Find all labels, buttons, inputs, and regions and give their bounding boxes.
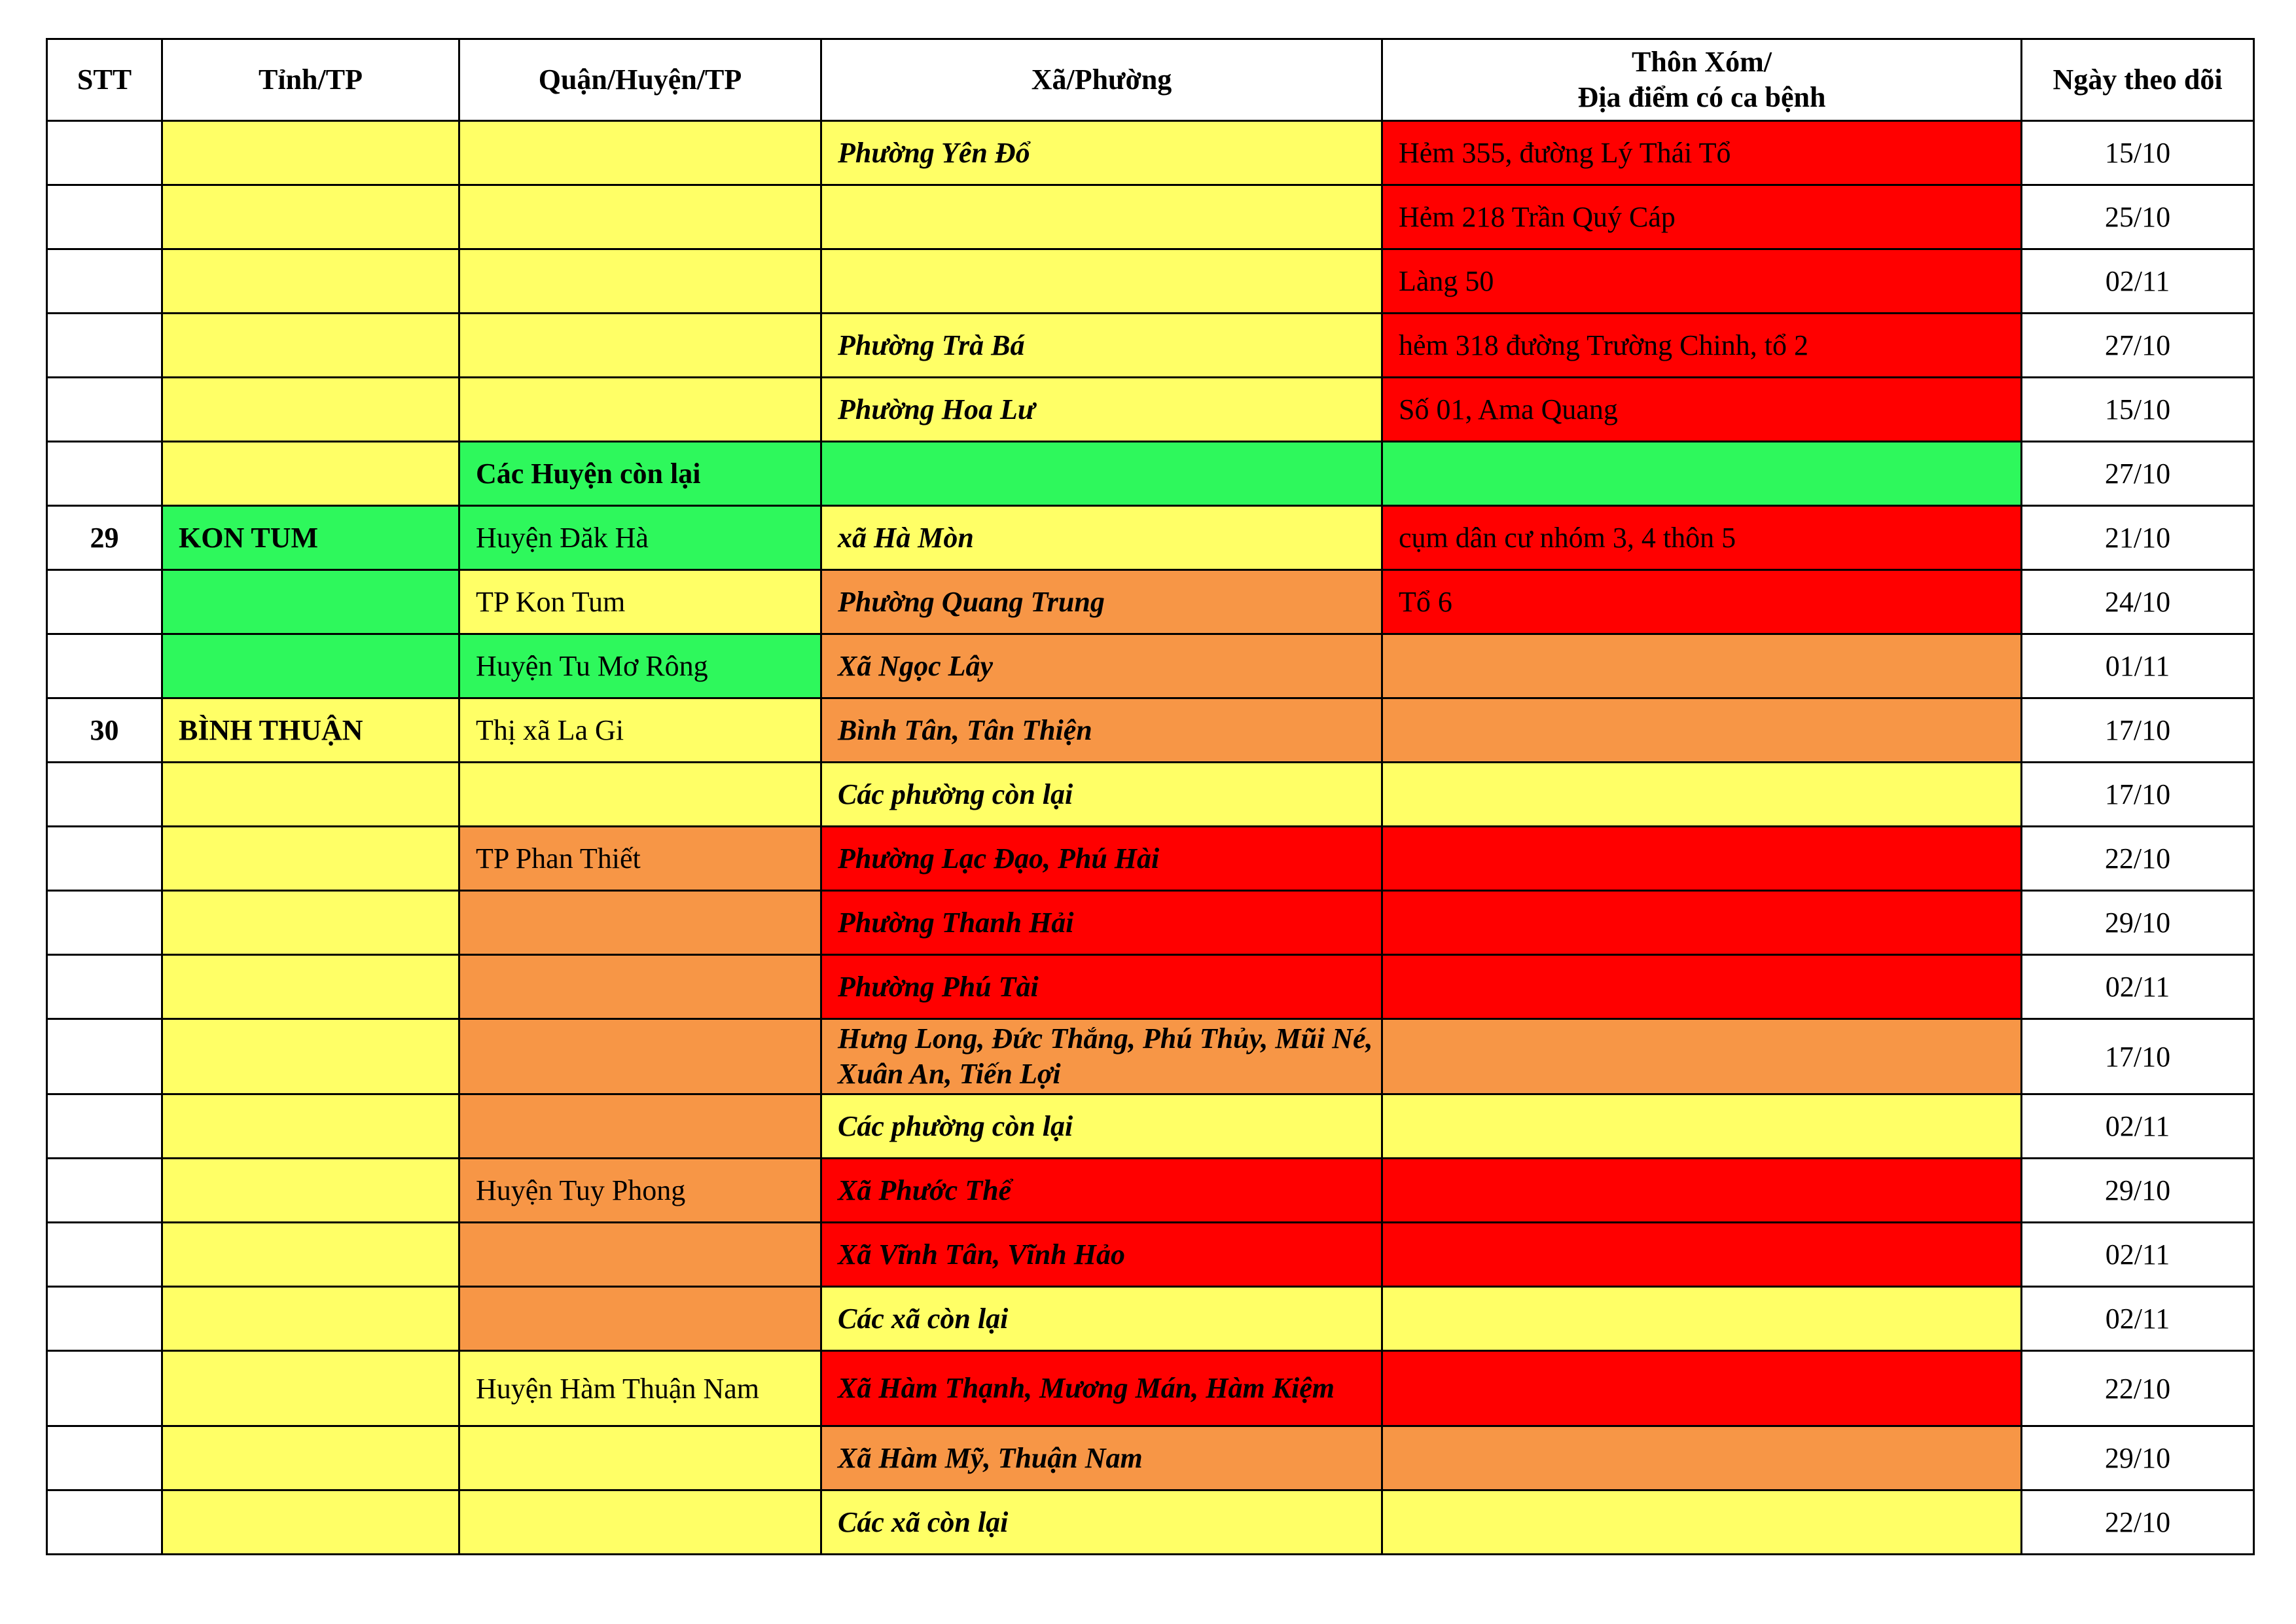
- district-cell: [459, 1287, 821, 1351]
- hamlet-cell: hẻm 318 đường Trường Chinh, tổ 2: [1382, 314, 2022, 378]
- province-cell: [162, 763, 459, 827]
- province-cell: [162, 1019, 459, 1094]
- date-cell: 25/10: [2022, 185, 2254, 249]
- stt-cell: [47, 634, 162, 698]
- date-cell: 02/11: [2022, 249, 2254, 314]
- province-cell: [162, 634, 459, 698]
- date-cell: 02/11: [2022, 1223, 2254, 1287]
- ward-cell: Phường Phú Tài: [821, 955, 1382, 1019]
- hamlet-cell: [1382, 1223, 2022, 1287]
- province-cell: [162, 955, 459, 1019]
- ward-cell: Xã Hàm Thạnh, Mương Mán, Hàm Kiệm: [821, 1351, 1382, 1426]
- province-cell: [162, 378, 459, 442]
- ward-cell: [821, 185, 1382, 249]
- table-row: [47, 506, 2254, 570]
- ward-cell: [821, 249, 1382, 314]
- stt-cell: [47, 570, 162, 634]
- district-cell: [459, 185, 821, 249]
- hamlet-cell: [1382, 1094, 2022, 1159]
- date-cell: 01/11: [2022, 634, 2254, 698]
- date-cell: 29/10: [2022, 1159, 2254, 1223]
- header-ward: Xã/Phường: [821, 39, 1382, 121]
- document-page: [46, 38, 2253, 1555]
- province-cell: [162, 121, 459, 185]
- hamlet-cell: [1382, 1287, 2022, 1351]
- table-row: [47, 1426, 2254, 1490]
- province-cell: [162, 1094, 459, 1159]
- table-row: [47, 185, 2254, 249]
- ward-cell: Phường Trà Bá: [821, 314, 1382, 378]
- district-cell: [459, 763, 821, 827]
- stt-cell: 30: [47, 698, 162, 763]
- ward-cell: Xã Hàm Mỹ, Thuận Nam: [821, 1426, 1382, 1490]
- stt-cell: [47, 1094, 162, 1159]
- district-cell: Huyện Hàm Thuận Nam: [459, 1351, 821, 1426]
- stt-cell: [47, 1019, 162, 1094]
- district-cell: [459, 121, 821, 185]
- stt-cell: [47, 1223, 162, 1287]
- ward-cell: Hưng Long, Đức Thắng, Phú Thủy, Mũi Né, Xuân An, Tiến Lợi: [821, 1019, 1382, 1094]
- ward-cell: Xã Ngọc Lây: [821, 634, 1382, 698]
- hamlet-cell: Làng 50: [1382, 249, 2022, 314]
- stt-cell: [47, 249, 162, 314]
- table-row: [47, 249, 2254, 314]
- stt-cell: [47, 314, 162, 378]
- district-cell: [459, 378, 821, 442]
- date-cell: 17/10: [2022, 763, 2254, 827]
- stt-cell: [47, 442, 162, 506]
- hamlet-cell: [1382, 1426, 2022, 1490]
- table-row: [47, 891, 2254, 955]
- date-cell: 21/10: [2022, 506, 2254, 570]
- stt-cell: [47, 1351, 162, 1426]
- stt-cell: [47, 378, 162, 442]
- district-cell: TP Kon Tum: [459, 570, 821, 634]
- hamlet-cell: [1382, 955, 2022, 1019]
- district-cell: [459, 1426, 821, 1490]
- ward-cell: Bình Tân, Tân Thiện: [821, 698, 1382, 763]
- table-row: [47, 763, 2254, 827]
- stt-cell: [47, 1287, 162, 1351]
- hamlet-cell: Tổ 6: [1382, 570, 2022, 634]
- province-cell: [162, 1426, 459, 1490]
- date-cell: 02/11: [2022, 1094, 2254, 1159]
- stt-cell: [47, 1159, 162, 1223]
- district-cell: [459, 891, 821, 955]
- hamlet-cell: [1382, 442, 2022, 506]
- table-row: [47, 634, 2254, 698]
- stt-cell: [47, 891, 162, 955]
- district-cell: [459, 1019, 821, 1094]
- district-cell: Các Huyện còn lại: [459, 442, 821, 506]
- district-cell: [459, 249, 821, 314]
- ward-cell: Phường Yên Đổ: [821, 121, 1382, 185]
- province-cell: [162, 891, 459, 955]
- header-date: Ngày theo dõi: [2022, 39, 2254, 121]
- table-row: [47, 570, 2254, 634]
- district-cell: [459, 314, 821, 378]
- province-cell: [162, 570, 459, 634]
- date-cell: 15/10: [2022, 121, 2254, 185]
- table-row: [47, 698, 2254, 763]
- date-cell: 22/10: [2022, 1351, 2254, 1426]
- date-cell: 22/10: [2022, 1490, 2254, 1555]
- table-row: [47, 1019, 2254, 1094]
- ward-cell: [821, 442, 1382, 506]
- header-row: [47, 39, 2254, 121]
- province-cell: [162, 442, 459, 506]
- header-hamlet-line2: Địa điểm có ca bệnh: [1577, 81, 1826, 113]
- hamlet-cell: [1382, 634, 2022, 698]
- table-row: [47, 121, 2254, 185]
- district-cell: Huyện Tuy Phong: [459, 1159, 821, 1223]
- hamlet-cell: [1382, 1351, 2022, 1426]
- ward-cell: Các xã còn lại: [821, 1490, 1382, 1555]
- covid-risk-table: [46, 38, 2255, 1555]
- date-cell: 29/10: [2022, 1426, 2254, 1490]
- province-cell: [162, 314, 459, 378]
- hamlet-cell: Hẻm 355, đường Lý Thái Tổ: [1382, 121, 2022, 185]
- ward-cell: Phường Quang Trung: [821, 570, 1382, 634]
- district-cell: TP Phan Thiết: [459, 827, 821, 891]
- date-cell: 24/10: [2022, 570, 2254, 634]
- district-cell: [459, 955, 821, 1019]
- date-cell: 27/10: [2022, 314, 2254, 378]
- table-row: [47, 378, 2254, 442]
- ward-cell: Phường Lạc Đạo, Phú Hài: [821, 827, 1382, 891]
- table-row: [47, 1490, 2254, 1555]
- table-row: [47, 1223, 2254, 1287]
- table-row: [47, 1159, 2254, 1223]
- ward-cell: Phường Hoa Lư: [821, 378, 1382, 442]
- stt-cell: 29: [47, 506, 162, 570]
- province-cell: [162, 185, 459, 249]
- stt-cell: [47, 121, 162, 185]
- ward-cell: Phường Thanh Hải: [821, 891, 1382, 955]
- date-cell: 17/10: [2022, 698, 2254, 763]
- date-cell: 02/11: [2022, 1287, 2254, 1351]
- ward-cell: Các phường còn lại: [821, 763, 1382, 827]
- date-cell: 29/10: [2022, 891, 2254, 955]
- province-cell: [162, 1159, 459, 1223]
- date-cell: 22/10: [2022, 827, 2254, 891]
- province-cell: [162, 249, 459, 314]
- province-cell: [162, 1223, 459, 1287]
- stt-cell: [47, 827, 162, 891]
- hamlet-cell: [1382, 763, 2022, 827]
- province-cell: [162, 1490, 459, 1555]
- stt-cell: [47, 1426, 162, 1490]
- province-cell: [162, 1287, 459, 1351]
- stt-cell: [47, 763, 162, 827]
- stt-cell: [47, 185, 162, 249]
- hamlet-cell: [1382, 891, 2022, 955]
- hamlet-cell: [1382, 698, 2022, 763]
- ward-cell: Các phường còn lại: [821, 1094, 1382, 1159]
- table-row: [47, 1094, 2254, 1159]
- date-cell: 15/10: [2022, 378, 2254, 442]
- date-cell: 27/10: [2022, 442, 2254, 506]
- ward-cell: Xã Phước Thể: [821, 1159, 1382, 1223]
- header-hamlet: [1382, 39, 2022, 121]
- header-province: Tỉnh/TP: [162, 39, 459, 121]
- district-cell: Huyện Đăk Hà: [459, 506, 821, 570]
- header-district: Quận/Huyện/TP: [459, 39, 821, 121]
- province-cell: KON TUM: [162, 506, 459, 570]
- province-cell: BÌNH THUẬN: [162, 698, 459, 763]
- district-cell: [459, 1490, 821, 1555]
- table-row: [47, 827, 2254, 891]
- stt-cell: [47, 955, 162, 1019]
- ward-cell: Các xã còn lại: [821, 1287, 1382, 1351]
- table-row: [47, 442, 2254, 506]
- hamlet-cell: [1382, 1490, 2022, 1555]
- hamlet-cell: [1382, 827, 2022, 891]
- ward-cell: Xã Vĩnh Tân, Vĩnh Hảo: [821, 1223, 1382, 1287]
- ward-cell: xã Hà Mòn: [821, 506, 1382, 570]
- header-stt: STT: [47, 39, 162, 121]
- district-cell: [459, 1223, 821, 1287]
- hamlet-cell: Số 01, Ama Quang: [1382, 378, 2022, 442]
- hamlet-cell: Hẻm 218 Trần Quý Cáp: [1382, 185, 2022, 249]
- date-cell: 02/11: [2022, 955, 2254, 1019]
- table-row: [47, 1287, 2254, 1351]
- district-cell: Thị xã La Gi: [459, 698, 821, 763]
- header-hamlet-line1: Thôn Xóm/: [1632, 46, 1772, 78]
- province-cell: [162, 1351, 459, 1426]
- table-row: [47, 1351, 2254, 1426]
- table-body: [47, 121, 2254, 1555]
- hamlet-cell: [1382, 1019, 2022, 1094]
- table-row: [47, 955, 2254, 1019]
- stt-cell: [47, 1490, 162, 1555]
- district-cell: Huyện Tu Mơ Rông: [459, 634, 821, 698]
- date-cell: 17/10: [2022, 1019, 2254, 1094]
- hamlet-cell: cụm dân cư nhóm 3, 4 thôn 5: [1382, 506, 2022, 570]
- table-row: [47, 314, 2254, 378]
- province-cell: [162, 827, 459, 891]
- hamlet-cell: [1382, 1159, 2022, 1223]
- district-cell: [459, 1094, 821, 1159]
